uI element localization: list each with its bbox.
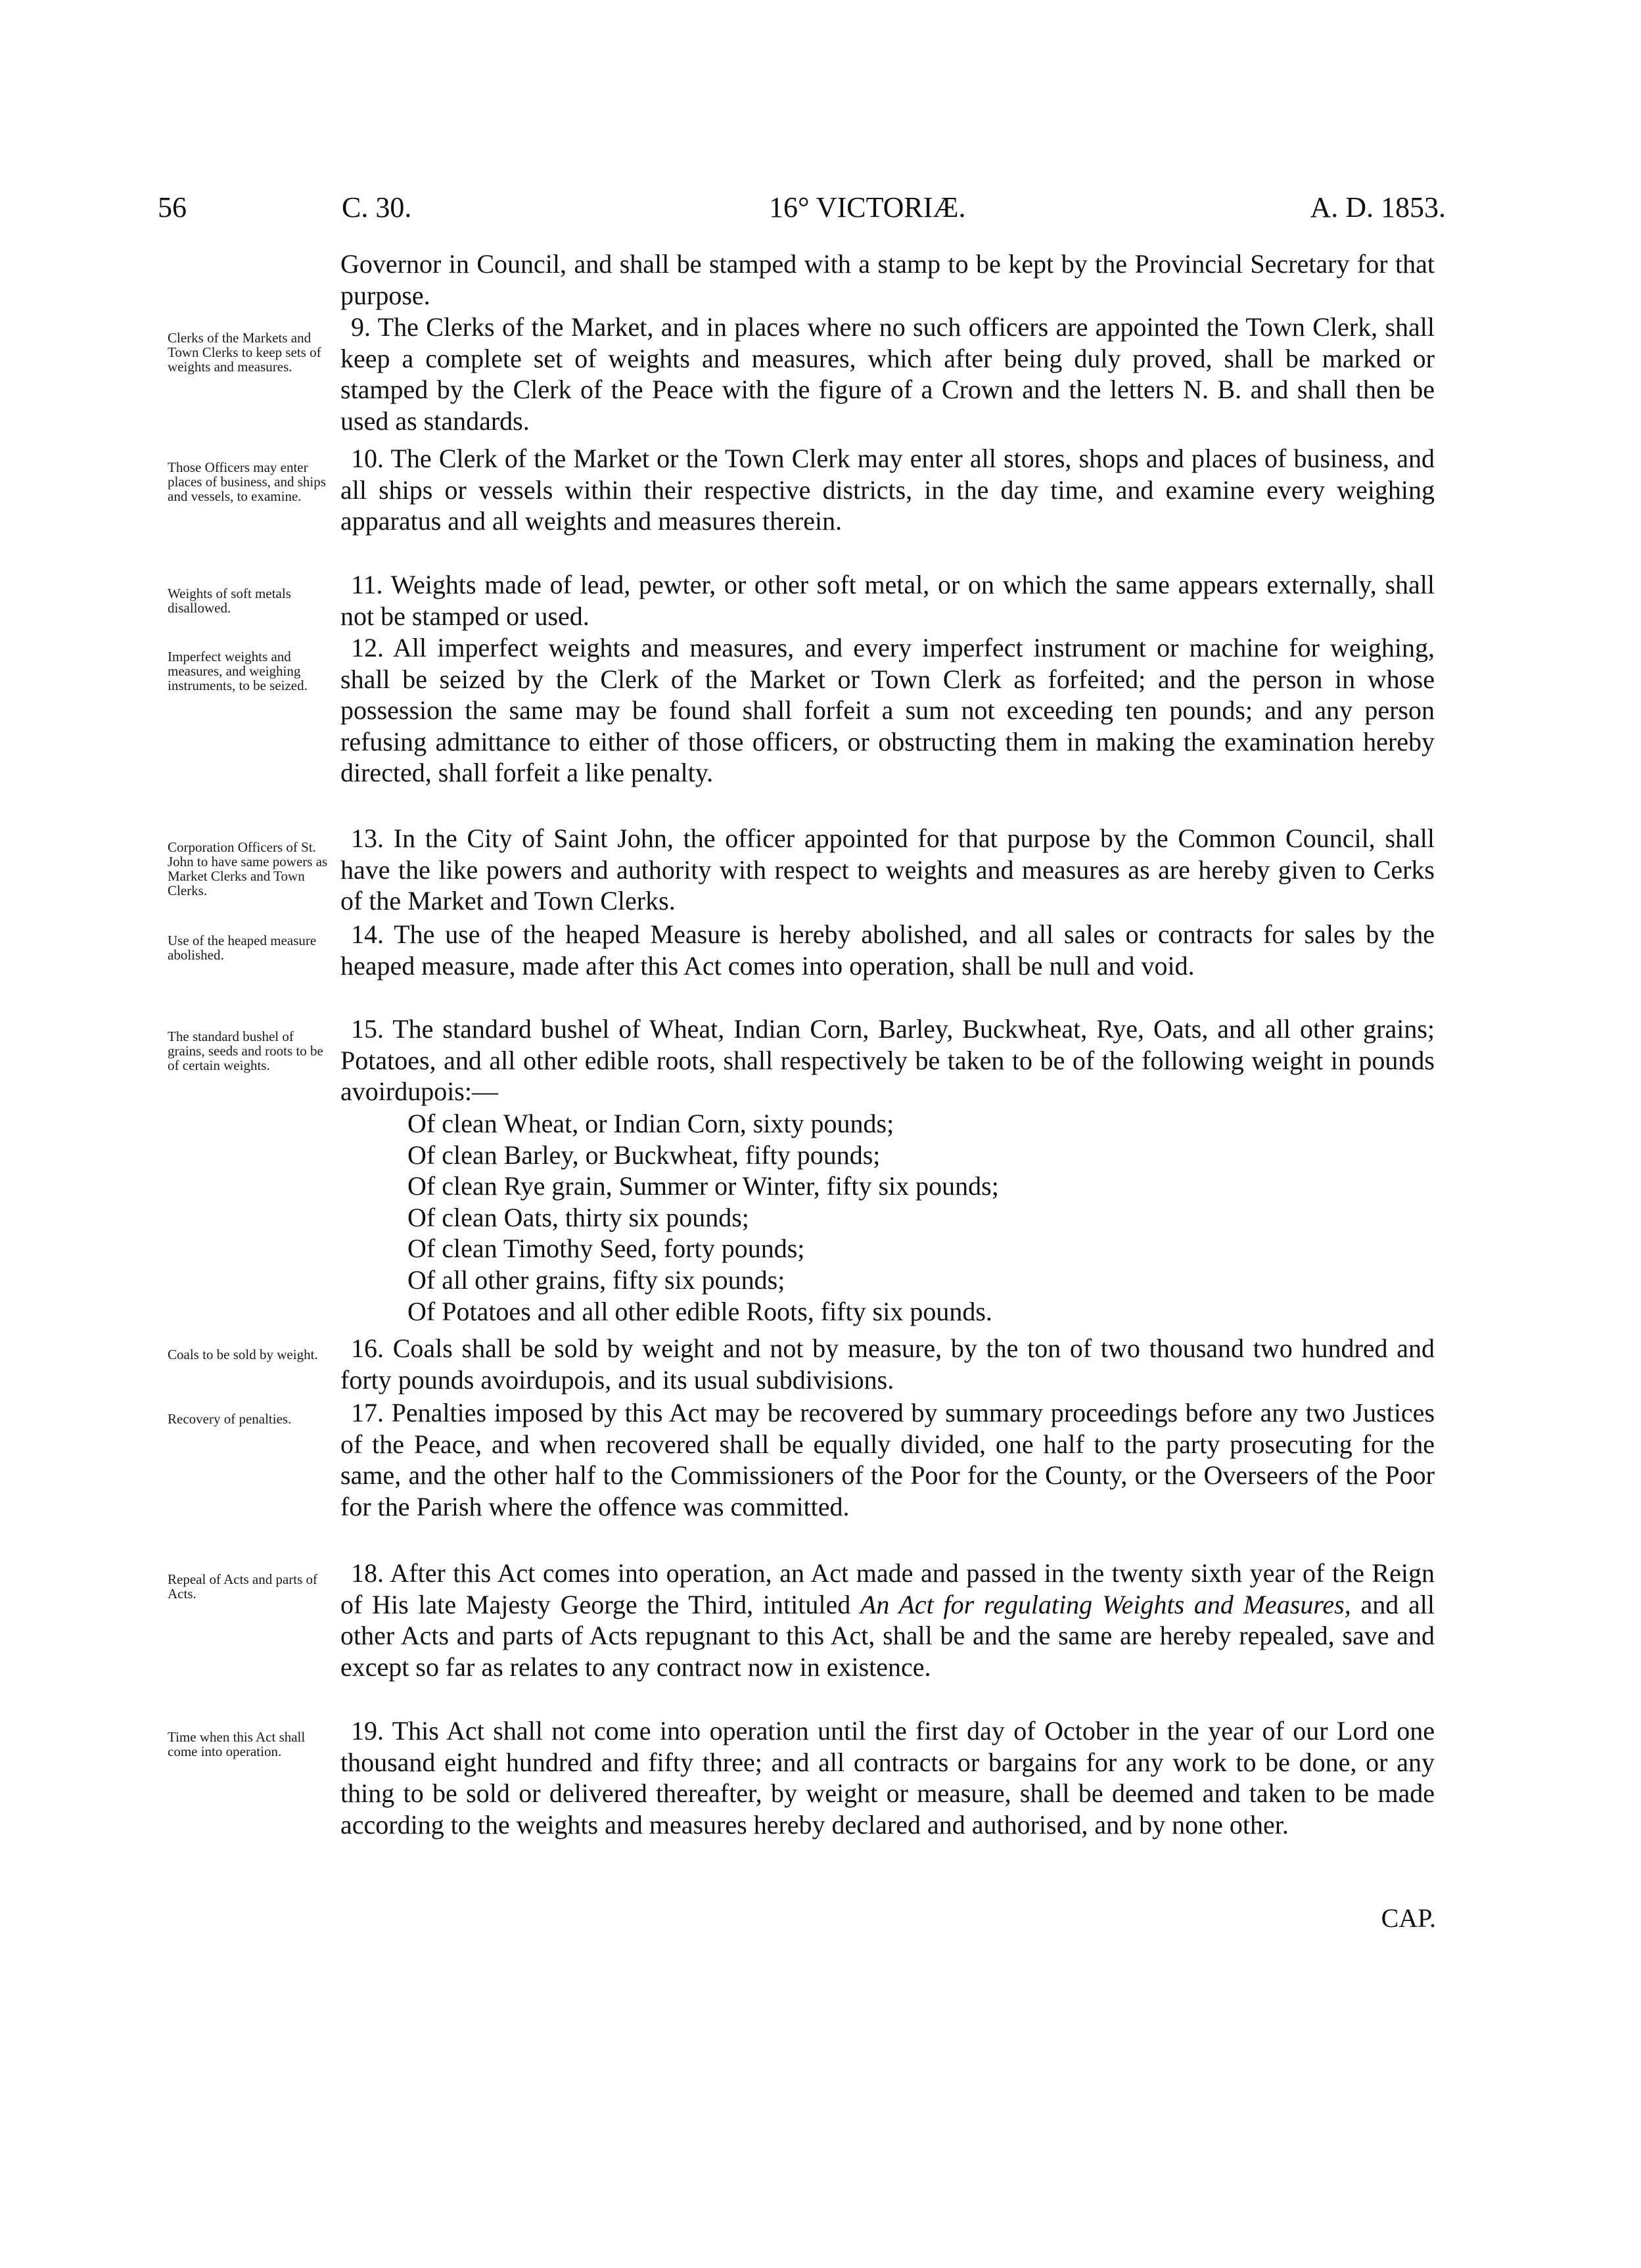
chapter-number: C. 30. (342, 191, 412, 223)
margin-note-11: Weights of soft metals disallowed. (168, 586, 291, 616)
running-header (158, 191, 1446, 230)
section-15 (340, 1013, 1435, 1107)
weights-list (407, 1108, 1393, 1327)
list-item: Of all other grains, fifty six pounds; (407, 1264, 785, 1295)
section-text: Weights made of lead, pewter, or other soft metal, or on which the same appears externally, shall not be stamped or used. (340, 570, 1435, 631)
section-17 (340, 1397, 1435, 1522)
act-title: An Act for regulating Weights and Measures, (860, 1589, 1351, 1619)
margin-note-10: Those Officers may enter places of business, and ships and vessels, to examine. (168, 459, 326, 504)
list-item: Of Potatoes and all other edible Roots, fifty six pounds. (407, 1296, 992, 1326)
margin-note-16: Coals to be sold by weight. (168, 1347, 318, 1362)
section-11 (340, 569, 1435, 632)
catchword: CAP. (1381, 1903, 1436, 1933)
continuation-paragraph: Governor in Council, and shall be stamped with a stamp to be kept by the Provincial Secretary for that purpose. (340, 249, 1435, 310)
section-number: 14. (351, 919, 384, 949)
section-number: 15. (351, 1014, 384, 1044)
section-number: 11. (351, 570, 383, 599)
section-text: The Clerk of the Market or the Town Clerk may enter all stores, shops and places of business, and all ships or vessels within their respective districts, in the day time, and examine every weighing apparatus and all weights and measures therein. (340, 444, 1435, 536)
section-text-after: and all other Acts and parts of Acts repugnant to this Act, shall be and the same are hereby repealed, save and except so far as relates to any contract now in existence. (340, 1589, 1435, 1682)
section-text: All imperfect weights and measures, and every imperfect instrument or machine for weighing, shall be seized by the Clerk of the Market or Town Clerk as forfeited; and the person in whose possession the same may be found shall forfeit a sum not exceeding ten pounds; and any person refusing admittance to either of those officers, or obstructing them in making the examination hereby directed, shall forfeit a like penalty. (340, 633, 1435, 788)
margin-note-15: The standard bushel of grains, seeds and roots to be of certain weights. (168, 1029, 323, 1073)
list-item: Of clean Wheat, or Indian Corn, sixty pounds; (407, 1109, 894, 1138)
section-text: The Clerks of the Market, and in places where no such officers are appointed the Town Clerk, shall keep a complete set of weights and measures, which after being duly proved, shall be marked or stamped by the Clerk of the Peace with the figure of a Crown and the letters N. B. and shall then be used as standards. (340, 312, 1435, 436)
margin-note-19: Time when this Act shall come into operation. (168, 1729, 306, 1759)
section-13 (340, 823, 1435, 917)
section-12 (340, 632, 1435, 789)
margin-note-14: Use of the heaped measure abolished. (168, 933, 317, 963)
margin-note-18: Repeal of Acts and parts of Acts. (168, 1571, 318, 1602)
section-text: This Act shall not come into operation until the first day of October in the year of our Lord one thousand eight hundred and fifty three; and all contracts or bargains for any work to be done, or any thing to be sold or delivered thereafter, by weight or measure, shall be deemed and taken to be made according to the weights and measures hereby declared and authorised, and by none other. (340, 1716, 1435, 1840)
list-item: Of clean Oats, thirty six pounds; (407, 1202, 749, 1232)
section-9 (340, 312, 1435, 436)
section-number: 9. (351, 312, 371, 342)
section-number: 17. (351, 1398, 384, 1427)
section-text: Penalties imposed by this Act may be recovered by summary proceedings before any two Justices of the Peace, and when recovered shall be equally divided, one half to the party prosecuting for the same, and the other half to the Commissioners of the Poor for the County, or the Overseers of the Poor for the Parish where the offence was committed. (340, 1398, 1435, 1521)
section-text: The standard bushel of Wheat, Indian Corn, Barley, Buckwheat, Rye, Oats, and all other grains; Potatoes, and all other edible roots, shall respectively be taken to be of the following weight in pounds avoirdupois:— (340, 1014, 1435, 1107)
section-10 (340, 443, 1435, 537)
margin-note-17: Recovery of penalties. (168, 1411, 292, 1427)
section-number: 13. (351, 823, 384, 853)
margin-note-9: Clerks of the Markets and Town Clerks to keep sets of weights and measures. (168, 330, 321, 375)
section-number: 18. (351, 1558, 384, 1588)
margin-note-13: Corporation Officers of St. John to have same powers as Market Clerks and Town Clerks. (168, 839, 328, 898)
section-text: The use of the heaped Measure is hereby abolished, and all sales or contracts for sales by the heaped measure, made after this Act comes into operation, shall be null and void. (340, 919, 1435, 981)
list-item: Of clean Rye grain, Summer or Winter, fifty six pounds; (407, 1171, 999, 1201)
section-number: 12. (351, 633, 384, 662)
section-19 (340, 1715, 1435, 1840)
section-text: In the City of Saint John, the officer appointed for that purpose by the Common Council, shall have the like powers and authority with respect to weights and measures as are hereby given to Cerks of the Market and Town Clerks. (340, 823, 1435, 916)
section-16 (340, 1333, 1435, 1395)
list-item: Of clean Timothy Seed, forty pounds; (407, 1234, 805, 1264)
running-title: 16° VICTORIÆ. (769, 191, 966, 223)
page-number: 56 (158, 191, 187, 223)
year-label: A. D. 1853. (1310, 191, 1446, 223)
section-18 (340, 1558, 1435, 1682)
section-number: 10. (351, 444, 384, 473)
section-number: 19. (351, 1716, 384, 1746)
section-text: After this Act comes into operation, an Act made and passed in the twenty sixth year of the Reign of His late Majesty George the Third, intituled (340, 1558, 1435, 1619)
margin-note-12: Imperfect weights and measures, and weighing instruments, to be seized. (168, 649, 308, 693)
section-text: Coals shall be sold by weight and not by measure, by the ton of two thousand two hundred and forty pounds avoirdupois, and its usual subdivisions. (340, 1333, 1435, 1395)
section-14 (340, 919, 1435, 981)
section-number: 16. (351, 1333, 384, 1363)
list-item: Of clean Barley, or Buckwheat, fifty pounds; (407, 1140, 881, 1170)
